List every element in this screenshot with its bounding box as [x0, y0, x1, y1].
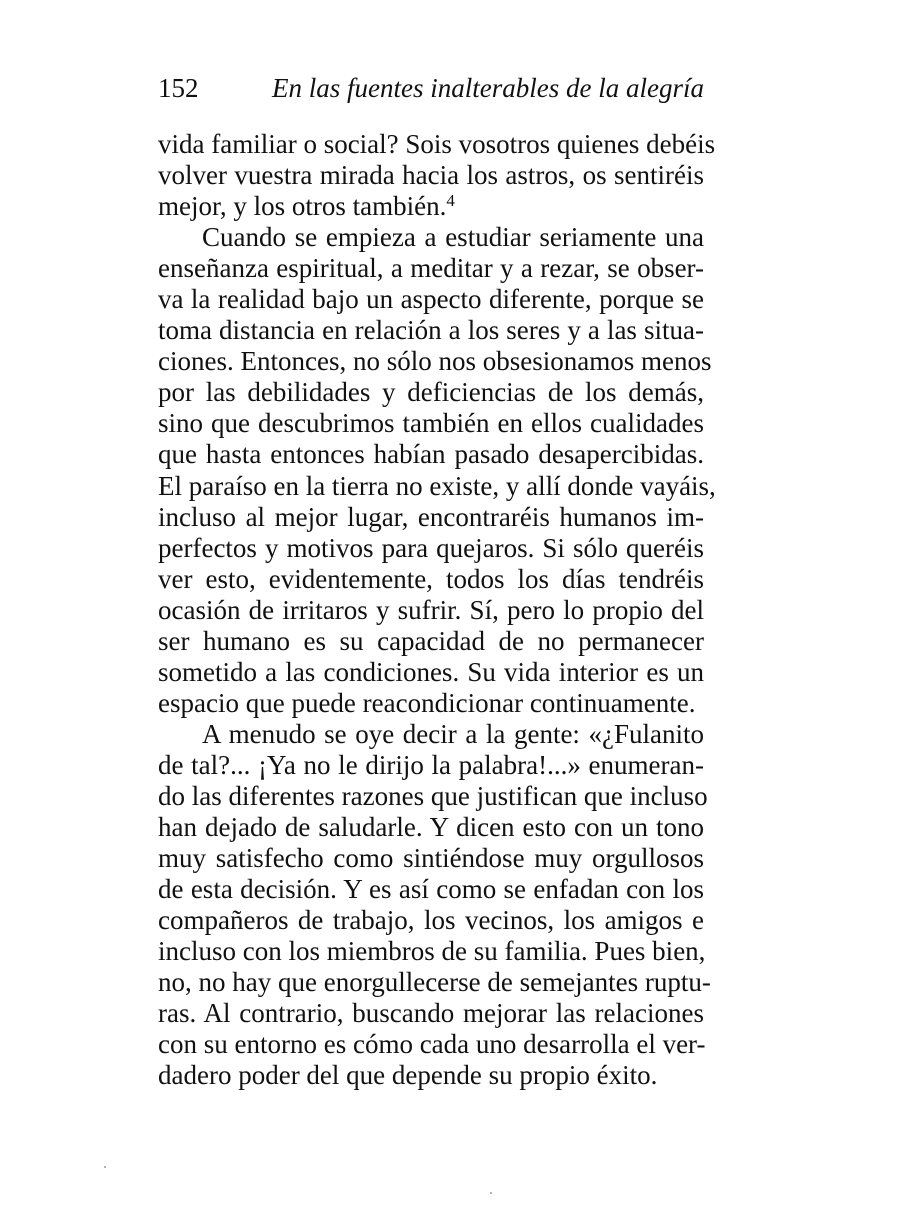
text-line: que hasta entonces habían pasado desapercibidas. — [158, 439, 704, 470]
text-line: no, no hay que enorgullecerse de semejantes ruptu- — [158, 967, 711, 998]
text-line: ocasión de irritaros y sufrir. Sí, pero lo propio del — [158, 594, 704, 625]
text-line: dadero poder del que depende su propio éxito. — [158, 1060, 658, 1091]
scan-speck — [490, 1192, 492, 1194]
paragraph-first-line: A menudo se oye decir a la gente: «¿Fulanito — [202, 718, 704, 749]
running-title: En las fuentes inalterables de la alegría — [272, 73, 704, 103]
scan-speck — [104, 1166, 106, 1168]
text-line: sometido a las condiciones. Su vida interior es un — [158, 656, 704, 687]
text-line-content: mejor, y los otros también. — [158, 191, 447, 222]
text-line: vida familiar o social? Sois vosotros quienes debéis — [158, 129, 716, 159]
page-header — [158, 70, 704, 110]
text-line: ser humano es su capacidad de no permanecer — [158, 625, 704, 656]
text-line: compañeros de trabajo, los vecinos, los amigos e — [158, 905, 704, 936]
text-line: va la realidad bajo un aspecto diferente, porque se — [158, 284, 704, 315]
text-line: toma distancia en relación a los seres y a las situa- — [158, 315, 704, 346]
text-line: espacio que puede reacondicionar continuamente. — [158, 687, 696, 718]
text-line: do las diferentes razones que justifican que incluso — [158, 780, 708, 811]
text-line: incluso con los miembros de su familia. Pues bien, — [158, 936, 706, 967]
body-text — [158, 129, 716, 1091]
text-line: de tal?... ¡Ya no le dirijo la palabra!...» enumeran- — [158, 749, 704, 780]
text-line: de esta decisión. Y es así como se enfadan con los — [158, 874, 704, 905]
footnote-reference: 4 — [446, 191, 455, 211]
text-line: han dejado de saludarle. Y dicen esto con un tono — [158, 812, 704, 843]
text-line — [158, 191, 704, 222]
text-line: sino que descubrimos también en ellos cualidades — [158, 408, 704, 439]
text-line: ras. Al contrario, buscando mejorar las relaciones — [158, 998, 704, 1029]
text-line: muy satisfecho como sintiéndose muy orgullosos — [158, 843, 704, 874]
page-number: 152 — [158, 73, 199, 103]
text-line: ciones. Entonces, no sólo nos obsesionamos menos — [158, 346, 712, 377]
text-line: con su entorno es cómo cada uno desarrolla el ver- — [158, 1029, 706, 1060]
paragraph-first-line: Cuando se empieza a estudiar seriamente una — [202, 222, 704, 253]
text-line: incluso al mejor lugar, encontraréis humanos im- — [158, 501, 704, 532]
text-line: El paraíso en la tierra no existe, y allí donde vayáis, — [158, 470, 716, 501]
text-line: por las debilidades y deficiencias de los demás, — [158, 377, 704, 408]
text-line: ver esto, evidentemente, todos los días tendréis — [158, 563, 704, 594]
text-line: volver vuestra mirada hacia los astros, os sentiréis — [158, 160, 704, 191]
text-line: enseñanza espiritual, a meditar y a rezar, se obser- — [158, 253, 704, 284]
text-line: perfectos y motivos para quejaros. Si sólo queréis — [158, 532, 704, 563]
